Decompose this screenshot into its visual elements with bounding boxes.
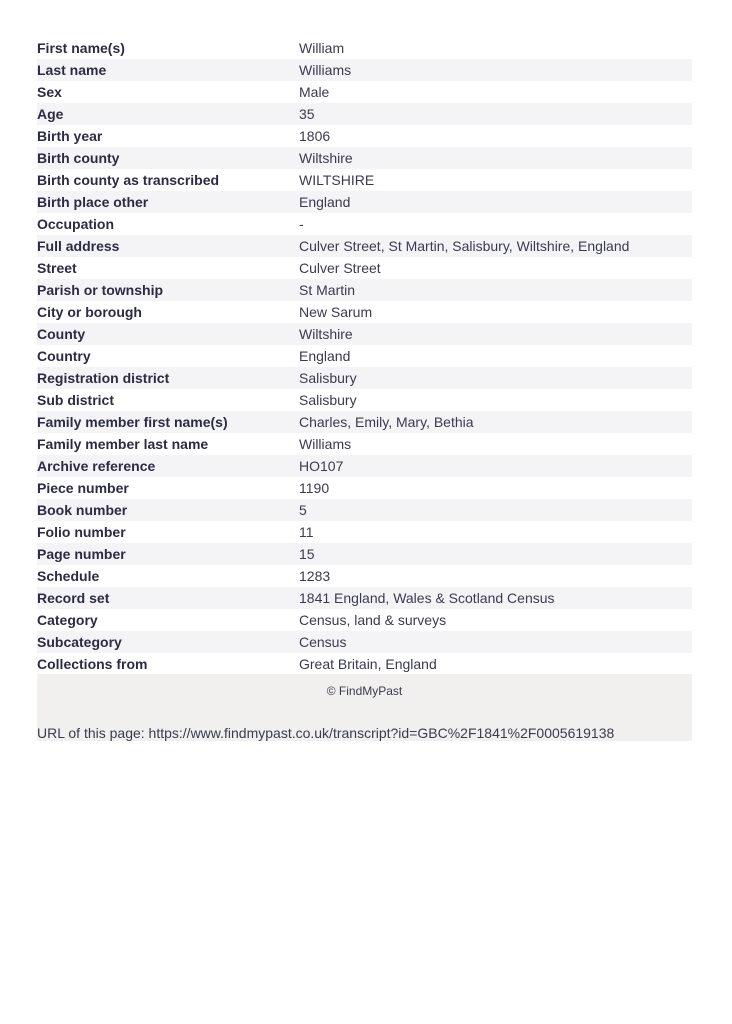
field-value: England — [299, 194, 351, 210]
table-row — [37, 279, 692, 301]
field-value: St Martin — [299, 282, 356, 298]
field-value: 15 — [299, 546, 315, 562]
table-row — [37, 103, 692, 125]
field-label: Archive reference — [37, 458, 156, 474]
table-row — [37, 345, 692, 367]
field-value: Charles, Emily, Mary, Bethia — [299, 414, 474, 430]
field-label: County — [37, 326, 86, 342]
field-value: Great Britain, England — [299, 656, 437, 672]
page-url: URL of this page: https://www.findmypast.co.uk/transcript?id=GBC%2F1841%2F0005619138 — [37, 725, 615, 741]
table-row — [37, 499, 692, 521]
table-row — [37, 147, 692, 169]
field-label: Full address — [37, 238, 120, 254]
field-label: Sub district — [37, 392, 115, 408]
field-label: Folio number — [37, 524, 126, 540]
table-row — [37, 521, 692, 543]
table-row — [37, 653, 692, 675]
field-label: Street — [37, 260, 77, 276]
table-row — [37, 565, 692, 587]
table-row — [37, 631, 692, 653]
table-row — [37, 169, 692, 191]
table-row — [37, 235, 692, 257]
field-value: Wiltshire — [299, 326, 353, 342]
table-row — [37, 81, 692, 103]
field-value: Census, land & surveys — [299, 612, 447, 628]
field-label: Occupation — [37, 216, 115, 232]
table-row — [37, 411, 692, 433]
table-row — [37, 125, 692, 147]
field-label: Family member last name — [37, 436, 209, 452]
field-label: Birth county as transcribed — [37, 172, 220, 188]
table-row — [37, 257, 692, 279]
table-row — [37, 609, 692, 631]
table-row — [37, 433, 692, 455]
table-row — [37, 477, 692, 499]
field-value: Williams — [299, 436, 352, 452]
field-label: Page number — [37, 546, 126, 562]
field-label: Family member first name(s) — [37, 414, 228, 430]
field-value: 1841 England, Wales & Scotland Census — [299, 590, 555, 606]
field-label: Record set — [37, 590, 110, 606]
field-label: Parish or township — [37, 282, 164, 298]
table-row — [37, 301, 692, 323]
table-row — [37, 455, 692, 477]
table-row — [37, 367, 692, 389]
field-label: Age — [37, 106, 64, 122]
field-value: New Sarum — [299, 304, 373, 320]
field-label: Last name — [37, 62, 107, 78]
field-label: Category — [37, 612, 98, 628]
copyright-notice: © FindMyPast — [326, 684, 403, 698]
field-value: Census — [299, 634, 347, 650]
field-label: Birth year — [37, 128, 103, 144]
field-value: 1806 — [299, 128, 331, 144]
page-footer — [37, 674, 692, 741]
field-label: Sex — [37, 84, 62, 100]
transcript-table — [37, 37, 692, 675]
table-row — [37, 37, 692, 59]
field-label: Piece number — [37, 480, 129, 496]
field-value: Williams — [299, 62, 352, 78]
field-value: 11 — [299, 524, 314, 540]
field-label: First name(s) — [37, 40, 125, 56]
field-label: Book number — [37, 502, 128, 518]
table-row — [37, 59, 692, 81]
table-row — [37, 323, 692, 345]
field-value: Male — [299, 84, 330, 100]
field-value: Culver Street, St Martin, Salisbury, Wiltshire, England — [299, 238, 630, 254]
field-value: WILTSHIRE — [299, 172, 375, 188]
field-label: Subcategory — [37, 634, 122, 650]
field-label: Collections from — [37, 656, 148, 672]
field-value: Salisbury — [299, 392, 357, 408]
field-label: Country — [37, 348, 91, 364]
field-value: Wiltshire — [299, 150, 353, 166]
field-label: Schedule — [37, 568, 100, 584]
field-value: England — [299, 348, 351, 364]
field-value: Salisbury — [299, 370, 357, 386]
transcript-table-body — [37, 37, 692, 675]
field-value: 1283 — [299, 568, 331, 584]
field-label: Registration district — [37, 370, 170, 386]
field-value: 5 — [299, 502, 307, 518]
field-label: Birth place other — [37, 194, 149, 210]
table-row — [37, 389, 692, 411]
table-row — [37, 543, 692, 565]
field-value: - — [299, 216, 304, 232]
field-value: 35 — [299, 106, 315, 122]
table-row — [37, 213, 692, 235]
field-label: Birth county — [37, 150, 120, 166]
field-value: 1190 — [299, 480, 330, 496]
field-value: Culver Street — [299, 260, 381, 276]
field-value: HO107 — [299, 458, 344, 474]
field-label: City or borough — [37, 304, 142, 320]
table-row — [37, 191, 692, 213]
table-row — [37, 587, 692, 609]
field-value: William — [299, 40, 345, 56]
